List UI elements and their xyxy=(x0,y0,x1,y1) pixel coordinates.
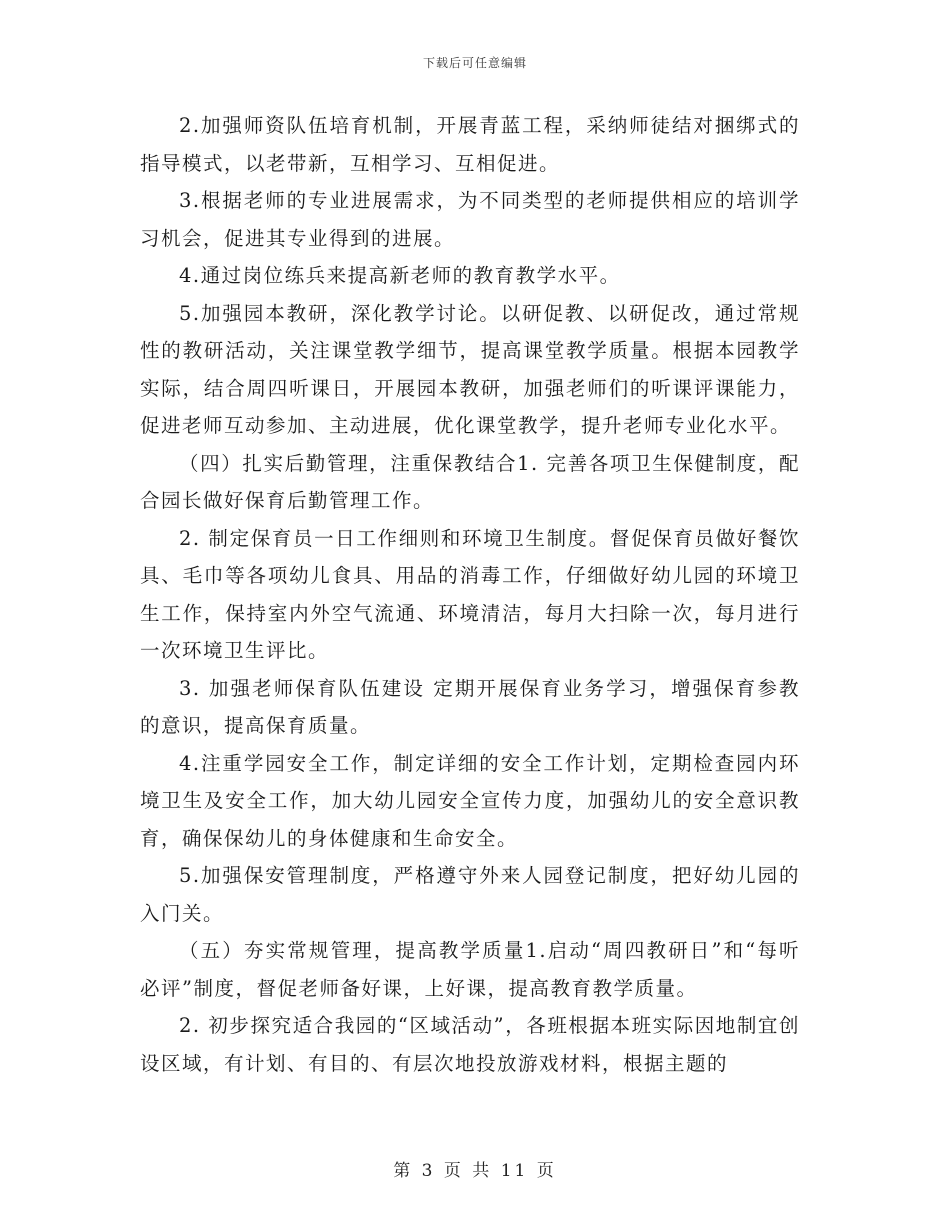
paragraph: 4.通过岗位练兵来提高新老师的教育教学水平。 xyxy=(179,264,621,287)
paragraph: （五）夯实常规管理，提高教学质量1.启动“周四教研日”和“每听必评”制度，督促老师备好课，上好课，提高教育教学质量。 xyxy=(140,939,800,1000)
paragraph: 5.加强保安管理制度，严格遵守外来人园登记制度，把好幼儿园的入门关。 xyxy=(140,864,800,925)
paragraph: 4.注重学园安全工作，制定详细的安全工作计划，定期检查园内环境卫生及安全工作，加大幼儿园安全宣传力度，加强幼儿的安全意识教育，确保保幼儿的身体健康和生命安全。 xyxy=(140,751,800,850)
paragraph: 2. 初步探究适合我园的“区域活动”，各班根据本班实际因地制宜创设区域，有计划、有目的、有层次地投放游戏材料，根据主题的 xyxy=(140,1014,800,1075)
paragraph: 2.加强师资队伍培育机制，开展青蓝工程，采纳师徒结对捆绑式的指导模式，以老带新，互相学习、互相促进。 xyxy=(140,114,800,175)
paragraph: 3. 加强老师保育队伍建设 定期开展保育业务学习，增强保育参教的意识，提高保育质量。 xyxy=(140,676,800,737)
paragraph: 3.根据老师的专业进展需求，为不同类型的老师提供相应的培训学习机会，促进其专业得到的进展。 xyxy=(140,189,800,250)
paragraph: 2. 制定保育员一日工作细则和环境卫生制度。督促保育员做好餐饮具、毛巾等各项幼儿食具、用品的消毒工作，仔细做好幼儿园的环境卫生工作，保持室内外空气流通、环境清洁，每月大扫除一次，每月进行一次环境卫生评比。 xyxy=(140,526,800,662)
document-body xyxy=(140,107,800,1082)
page-header: 下载后可任意编辑 xyxy=(422,56,527,70)
page-number-footer: 第 3 页 共 11 页 xyxy=(393,1161,557,1181)
paragraph: 5.加强园本教研，深化教学讨论。以研促教、以研促改，通过常规性的教研活动，关注课堂教学细节，提高课堂教学质量。根据本园教学实际，结合周四听课日，开展园本教研，加强老师们的听课评课能力，促进老师互动参加、主动进展，优化课堂教学，提升老师专业化水平。 xyxy=(140,301,800,437)
paragraph: （四）扎实后勤管理，注重保教结合1. 完善各项卫生保健制度，配合园长做好保育后勤管理工作。 xyxy=(140,451,800,512)
